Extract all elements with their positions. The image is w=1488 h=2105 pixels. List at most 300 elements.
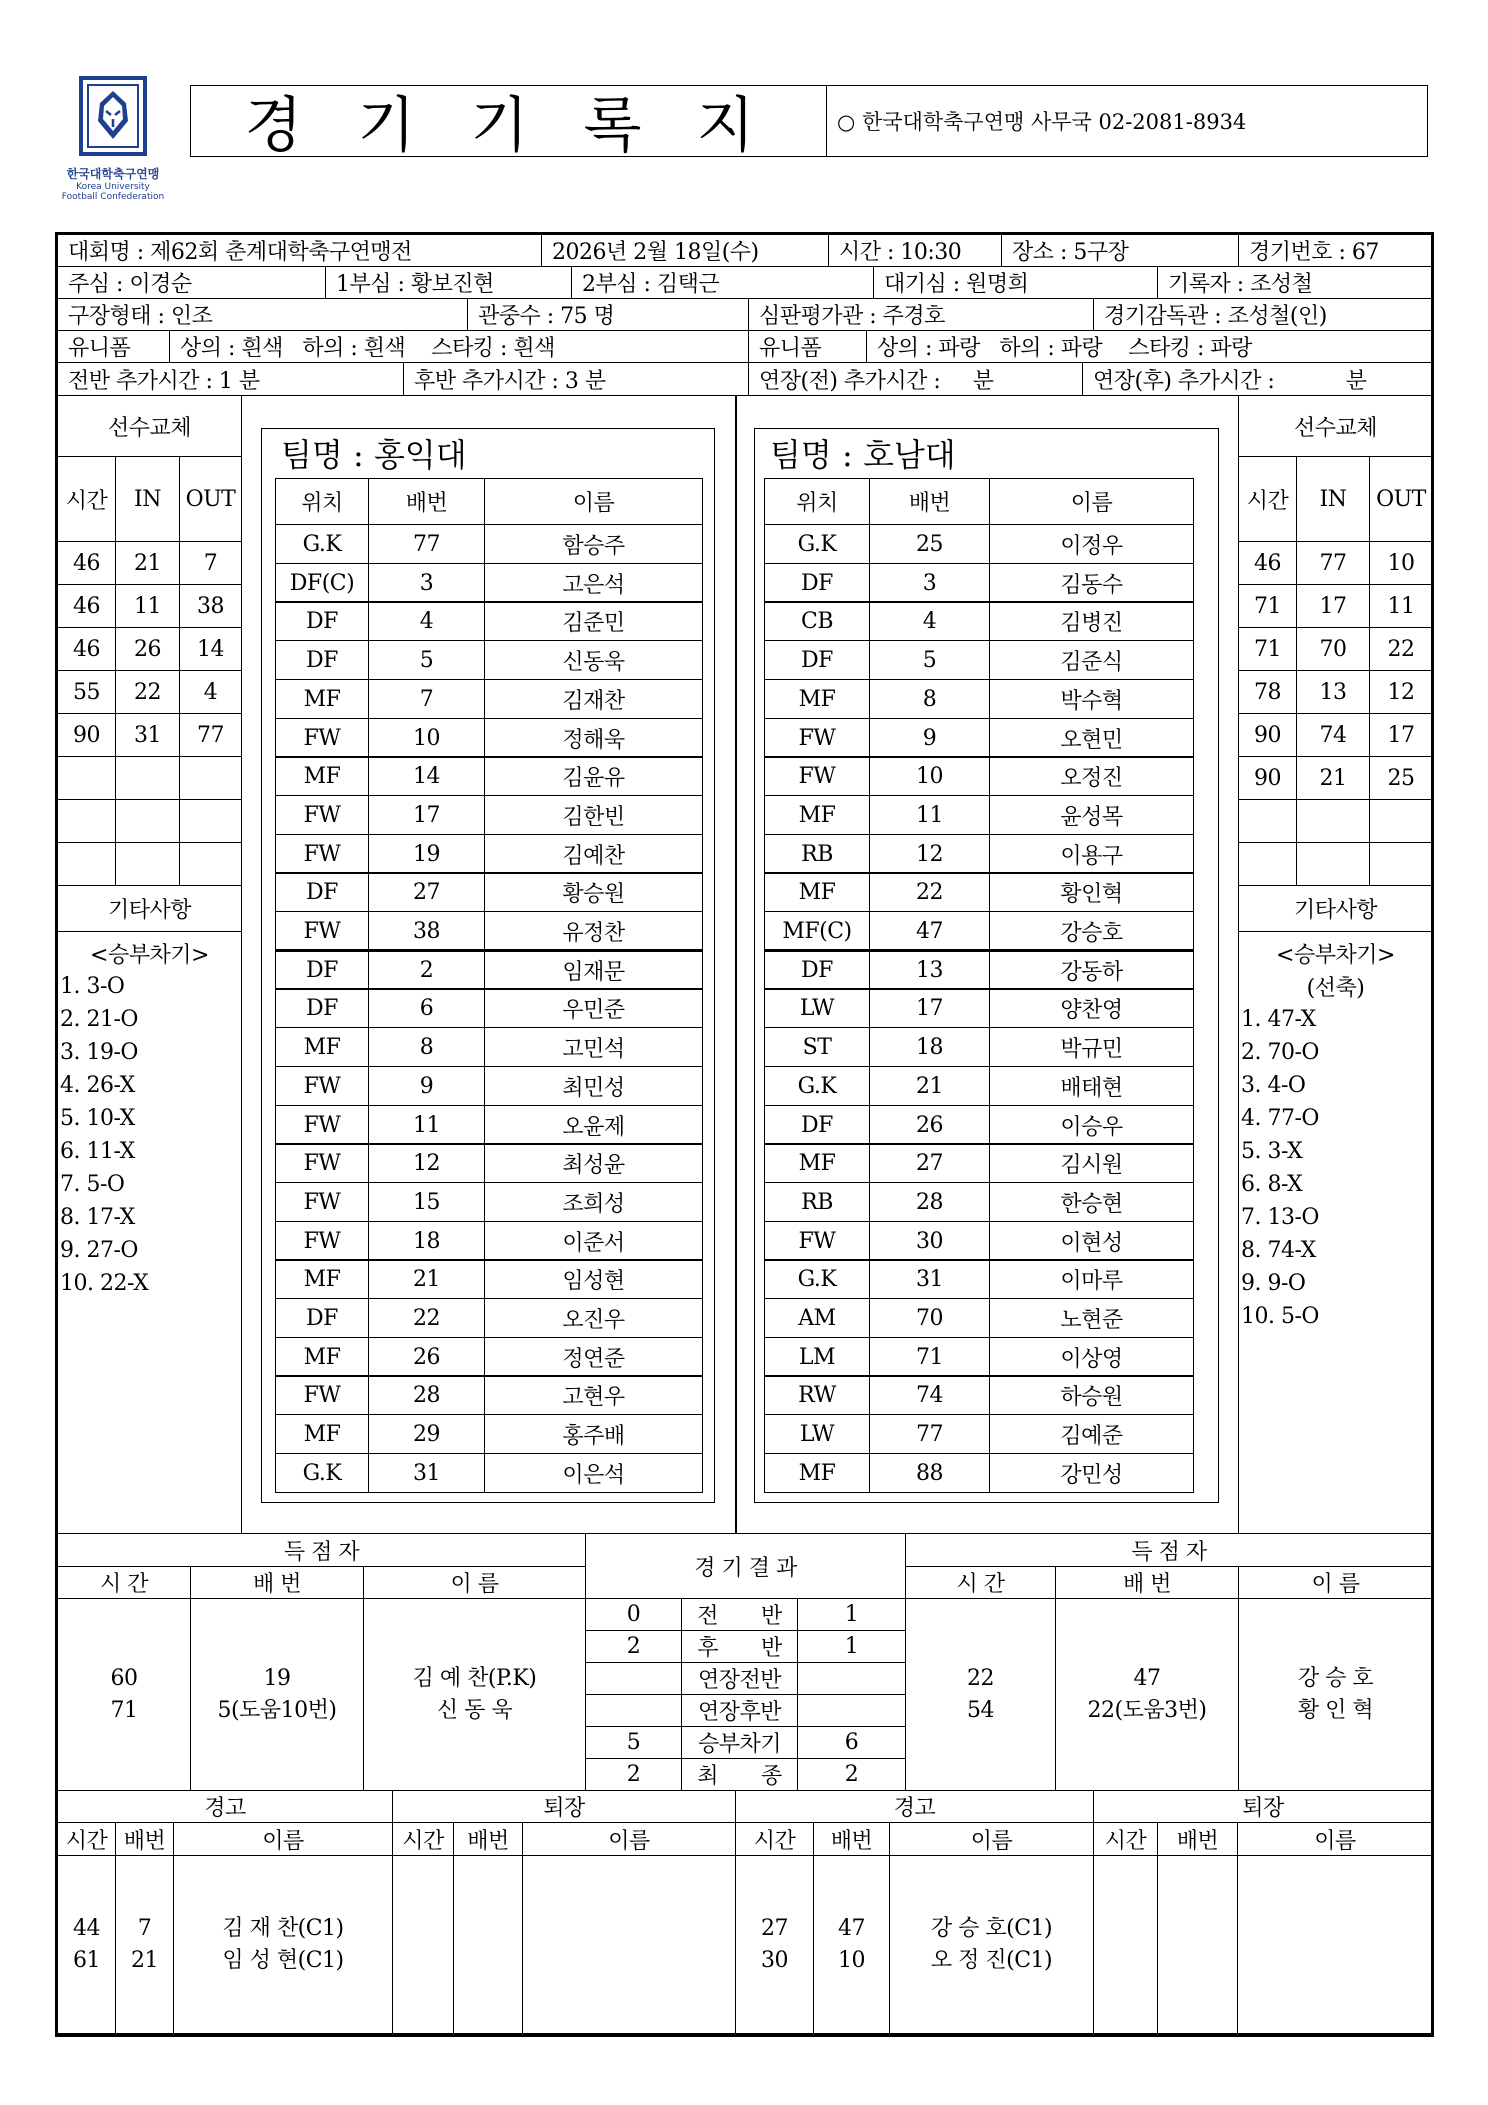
- home-player-cell: 최성윤: [484, 1143, 703, 1183]
- away-note: 4. 77-O: [1241, 1105, 1319, 1131]
- home-note: 8. 17-X: [60, 1204, 135, 1230]
- home-sub-cell: 21: [115, 541, 180, 585]
- info-field: 구장형태 : 인조: [57, 298, 468, 331]
- away-player-cell: RB: [764, 1182, 870, 1222]
- home-player-cell: 77: [368, 524, 485, 564]
- home-player-cell: MF: [275, 756, 369, 796]
- home-sub-cell: 46: [57, 584, 116, 628]
- result-cell: 5: [585, 1726, 682, 1759]
- home-warnings-names-line: 김 재 찬(C1): [222, 1916, 344, 1941]
- away-sub-header: 시간: [1238, 456, 1297, 542]
- away-warnings-names: [889, 1855, 1094, 2035]
- home-player-cell: 김재찬: [484, 679, 703, 719]
- home-sub-cell: 22: [115, 670, 180, 714]
- away-player-cell: 18: [869, 1027, 990, 1067]
- home-warnings-names-line: 임 성 현(C1): [222, 1948, 344, 1973]
- home-player-cell: 11: [368, 1105, 485, 1145]
- away-sub-cell: [1369, 799, 1433, 843]
- away-sendoffs-title: 퇴장: [1093, 1790, 1433, 1823]
- home-note: 2. 21-O: [60, 1006, 138, 1032]
- away-player-cell: LW: [764, 1414, 870, 1454]
- away-player-cell: 27: [869, 1143, 990, 1183]
- home-player-cell: 26: [368, 1337, 485, 1377]
- away-player-cell: MF: [764, 679, 870, 719]
- away-player-cell: DF: [764, 1105, 870, 1145]
- home-player-cell: 31: [368, 1453, 485, 1493]
- away-player-cell: 17: [869, 988, 990, 1028]
- away-player-cell: 47: [869, 911, 990, 951]
- away-sub-cell: 13: [1296, 670, 1370, 714]
- home-scorer-numbers: [190, 1598, 364, 1791]
- home-player-cell: FW: [275, 1105, 369, 1145]
- result-cell: [585, 1662, 682, 1695]
- home-warnings-numbers: [115, 1855, 174, 2035]
- away-player-cell: 이마루: [989, 1259, 1194, 1299]
- home-warnings-title: 경고: [57, 1790, 393, 1823]
- away-scorers-header: 시 간: [905, 1566, 1056, 1599]
- home-player-cell: 38: [368, 911, 485, 951]
- home-sub-cell: [115, 799, 180, 843]
- home-sub-cell: [179, 799, 242, 843]
- home-player-cell: DF: [275, 640, 369, 680]
- home-player-cell: DF(C): [275, 563, 369, 603]
- home-player-cell: 14: [368, 756, 485, 796]
- away-player-cell: 4: [869, 601, 990, 641]
- info-field: 전반 추가시간 : 1 분: [57, 362, 404, 396]
- home-player-cell: 10: [368, 718, 485, 758]
- home-player-cell: MF: [275, 1414, 369, 1454]
- away-sub-cell: 21: [1296, 756, 1370, 800]
- home-player-header: 위치: [275, 478, 369, 525]
- frame-top: [55, 232, 1434, 235]
- away-player-cell: 한승현: [989, 1182, 1194, 1222]
- away-sub-cell: 22: [1369, 627, 1433, 671]
- info-field: 장소 : 5구장: [1001, 234, 1239, 267]
- away-sub-cell: 17: [1296, 584, 1370, 628]
- home-notes-title: 기타사항: [57, 885, 242, 932]
- away-player-cell: 김시원: [989, 1143, 1194, 1183]
- away-player-cell: 강승호: [989, 911, 1194, 951]
- away-player-cell: 22: [869, 872, 990, 912]
- home-player-header: 배번: [368, 478, 485, 525]
- away-player-cell: 31: [869, 1259, 990, 1299]
- result-title: 경 기 결 과: [585, 1533, 906, 1599]
- away-player-cell: 25: [869, 524, 990, 564]
- away-player-cell: 하승원: [989, 1375, 1194, 1415]
- home-player-cell: FW: [275, 834, 369, 874]
- away-player-cell: 13: [869, 950, 990, 990]
- home-player-cell: 4: [368, 601, 485, 641]
- home-sendoffs-header: 배번: [453, 1822, 523, 1856]
- home-player-cell: 28: [368, 1375, 485, 1415]
- home-sub-cell: 4: [179, 670, 242, 714]
- away-player-cell: 윤성목: [989, 795, 1194, 835]
- result-cell: 전 반: [681, 1598, 798, 1631]
- home-player-cell: 황승원: [484, 872, 703, 912]
- away-player-cell: RB: [764, 834, 870, 874]
- info-field: 관중수 : 75 명: [467, 298, 749, 331]
- away-player-cell: 오정진: [989, 756, 1194, 796]
- away-sub-cell: [1296, 799, 1370, 843]
- away-player-cell: 김예준: [989, 1414, 1194, 1454]
- home-scorer-names-line: 신 동 욱: [436, 1697, 513, 1723]
- away-player-cell: MF: [764, 795, 870, 835]
- result-cell: 0: [585, 1598, 682, 1631]
- info-field: 기록자 : 조성철: [1157, 266, 1433, 299]
- home-warnings-header: 시간: [57, 1822, 116, 1856]
- home-sub-cell: 38: [179, 584, 242, 628]
- away-team-name: 팀명 : 호남대: [770, 436, 956, 474]
- home-player-cell: 오윤제: [484, 1105, 703, 1145]
- home-warnings-times: [57, 1855, 116, 2035]
- home-warnings-numbers-line: 7: [137, 1916, 152, 1941]
- result-cell: 후 반: [681, 1630, 798, 1663]
- result-cell: [797, 1694, 906, 1727]
- info-field: 연장(후) 추가시간 : 분: [1082, 362, 1433, 396]
- info-field: 경기번호 : 67: [1238, 234, 1433, 267]
- info-field: 후반 추가시간 : 3 분: [403, 362, 749, 396]
- home-player-cell: FW: [275, 1182, 369, 1222]
- home-player-cell: 18: [368, 1221, 485, 1261]
- away-player-header: 배번: [869, 478, 990, 525]
- info-field: 심판평가관 : 주경호: [748, 298, 1094, 331]
- home-player-cell: FW: [275, 1143, 369, 1183]
- home-player-cell: 함승주: [484, 524, 703, 564]
- result-cell: 연장후반: [681, 1694, 798, 1727]
- tiger-emblem-icon: [78, 75, 148, 157]
- home-player-cell: 고은석: [484, 563, 703, 603]
- info-field: 경기감독관 : 조성철(인): [1093, 298, 1433, 331]
- home-sub-cell: [115, 756, 180, 800]
- away-scorers-header: 배 번: [1055, 1566, 1239, 1599]
- home-scorer-numbers-line: 5(도움10번): [217, 1697, 337, 1723]
- home-sub-cell: [57, 842, 116, 886]
- home-player-cell: 최민성: [484, 1066, 703, 1106]
- away-sub-cell: [1296, 842, 1370, 886]
- away-player-cell: LW: [764, 988, 870, 1028]
- home-player-cell: 19: [368, 834, 485, 874]
- away-warnings-names-line: 오 정 진(C1): [930, 1948, 1053, 1973]
- home-player-cell: 12: [368, 1143, 485, 1183]
- info-field: 상의 : 파랑 하의 : 파랑 스타킹 : 파랑: [866, 330, 1433, 363]
- home-warnings-names: [173, 1855, 393, 2035]
- home-player-cell: 6: [368, 988, 485, 1028]
- home-player-cell: 고현우: [484, 1375, 703, 1415]
- result-cell: 2: [585, 1758, 682, 1791]
- home-sub-cell: 46: [57, 627, 116, 671]
- away-warnings-title: 경고: [735, 1790, 1094, 1823]
- away-player-cell: MF(C): [764, 911, 870, 951]
- home-player-cell: 27: [368, 872, 485, 912]
- home-player-cell: 2: [368, 950, 485, 990]
- home-sub-cell: 46: [57, 541, 116, 585]
- info-field: 연장(전) 추가시간 : 분: [748, 362, 1083, 396]
- home-sendoffs-empty-cell: [392, 1855, 454, 2035]
- home-player-cell: 임성현: [484, 1259, 703, 1299]
- home-player-cell: 김한빈: [484, 795, 703, 835]
- result-cell: 2: [585, 1630, 682, 1663]
- info-field: 상의 : 흰색 하의 : 흰색 스타킹 : 흰색: [169, 330, 749, 363]
- away-scorer-names-line: 강 승 호: [1297, 1665, 1374, 1691]
- home-player-cell: 임재문: [484, 950, 703, 990]
- home-note: 7. 5-O: [60, 1171, 125, 1197]
- home-player-cell: FW: [275, 718, 369, 758]
- home-player-cell: FW: [275, 1375, 369, 1415]
- away-sendoffs-empty-cell: [1157, 1855, 1238, 2035]
- away-player-cell: MF: [764, 872, 870, 912]
- home-sub-cell: 31: [115, 713, 180, 757]
- away-sub-cell: 71: [1238, 584, 1297, 628]
- home-sendoffs-title: 퇴장: [392, 1790, 736, 1823]
- home-sendoffs-header: 이름: [522, 1822, 736, 1856]
- away-scorer-numbers-line: 22(도움3번): [1087, 1697, 1207, 1723]
- home-note: 9. 27-O: [60, 1237, 138, 1263]
- info-field: 유니폼: [57, 330, 170, 363]
- away-scorer-names: [1238, 1598, 1433, 1791]
- away-note: 6. 8-X: [1241, 1171, 1303, 1197]
- home-warnings-times-line: 44: [73, 1916, 100, 1941]
- away-starters-subs-divider: [764, 949, 1193, 952]
- home-player-cell: DF: [275, 872, 369, 912]
- away-player-cell: 8: [869, 679, 990, 719]
- result-cell: [585, 1694, 682, 1727]
- away-sub-cell: 12: [1369, 670, 1433, 714]
- away-player-cell: 이용구: [989, 834, 1194, 874]
- away-scorer-times-line: 54: [967, 1697, 994, 1723]
- away-scorer-numbers-line: 47: [1133, 1665, 1161, 1691]
- home-sub-header: 시간: [57, 456, 116, 542]
- away-player-cell: 이상영: [989, 1337, 1194, 1377]
- away-note: 9. 9-O: [1241, 1270, 1306, 1296]
- away-player-cell: 12: [869, 834, 990, 874]
- home-scorers-title: 득 점 자: [57, 1533, 586, 1567]
- away-sub-cell: 10: [1369, 541, 1433, 585]
- home-scorers-header: 시 간: [57, 1566, 191, 1599]
- result-cell: 2: [797, 1758, 906, 1791]
- away-player-cell: 9: [869, 718, 990, 758]
- home-player-cell: DF: [275, 988, 369, 1028]
- home-player-cell: G.K: [275, 1453, 369, 1493]
- home-note: 4. 26-X: [60, 1072, 135, 1098]
- away-player-cell: G.K: [764, 1259, 870, 1299]
- away-player-cell: 이승우: [989, 1105, 1194, 1145]
- away-player-cell: FW: [764, 756, 870, 796]
- home-player-cell: DF: [275, 601, 369, 641]
- home-sub-cell: 55: [57, 670, 116, 714]
- away-sendoffs-header: 이름: [1237, 1822, 1433, 1856]
- away-player-cell: 황인혁: [989, 872, 1194, 912]
- away-note: 8. 74-X: [1241, 1237, 1316, 1263]
- away-warnings-header: 이름: [889, 1822, 1094, 1856]
- info-field: 주심 : 이경순: [57, 266, 326, 299]
- info-field: 대회명 : 제62회 춘계대학축구연맹전: [57, 234, 542, 267]
- home-player-cell: 유정찬: [484, 911, 703, 951]
- away-sub-cell: 90: [1238, 756, 1297, 800]
- away-player-cell: 30: [869, 1221, 990, 1261]
- home-player-cell: 조희성: [484, 1182, 703, 1222]
- home-sub-cell: [179, 756, 242, 800]
- away-player-cell: 26: [869, 1105, 990, 1145]
- home-sub-cell: [115, 842, 180, 886]
- away-note: 3. 4-O: [1241, 1072, 1306, 1098]
- away-player-cell: 74: [869, 1375, 990, 1415]
- home-player-cell: MF: [275, 1337, 369, 1377]
- home-scorer-names-line: 김 예 찬(P.K): [412, 1665, 537, 1691]
- away-player-cell: 70: [869, 1298, 990, 1338]
- away-sub-cell: 77: [1296, 541, 1370, 585]
- away-player-cell: 이정우: [989, 524, 1194, 564]
- away-sub-cell: 71: [1238, 627, 1297, 671]
- away-player-cell: RW: [764, 1375, 870, 1415]
- info-field: 시간 : 10:30: [828, 234, 1002, 267]
- home-sub-cell: 11: [115, 584, 180, 628]
- home-player-cell: 김윤유: [484, 756, 703, 796]
- home-player-cell: FW: [275, 1221, 369, 1261]
- home-player-cell: 홍주배: [484, 1414, 703, 1454]
- home-scorer-names: [363, 1598, 586, 1791]
- home-note: <승부차기>: [90, 942, 209, 968]
- away-sub-cell: 70: [1296, 627, 1370, 671]
- away-sub-cell: 46: [1238, 541, 1297, 585]
- away-sendoffs-header: 배번: [1157, 1822, 1238, 1856]
- away-note: 10. 5-O: [1241, 1303, 1319, 1329]
- home-player-cell: 7: [368, 679, 485, 719]
- home-warnings-header: 이름: [173, 1822, 393, 1856]
- away-note: (선축): [1306, 975, 1365, 1001]
- home-player-cell: FW: [275, 1066, 369, 1106]
- home-player-cell: 5: [368, 640, 485, 680]
- away-player-cell: 양찬영: [989, 988, 1194, 1028]
- home-note: 5. 10-X: [60, 1105, 135, 1131]
- away-warnings-times-line: 27: [761, 1916, 788, 1941]
- home-scorers-header: 이 름: [363, 1566, 586, 1599]
- home-scorer-numbers-line: 19: [263, 1665, 291, 1691]
- away-player-cell: 이현성: [989, 1221, 1194, 1261]
- info-field: 대기심 : 원명희: [873, 266, 1158, 299]
- home-player-cell: 3: [368, 563, 485, 603]
- away-warnings-header: 배번: [813, 1822, 890, 1856]
- home-note: 10. 22-X: [60, 1270, 149, 1296]
- away-player-cell: 21: [869, 1066, 990, 1106]
- home-sub-cell: 90: [57, 713, 116, 757]
- home-sub-cell: 77: [179, 713, 242, 757]
- frame-right: [1431, 232, 1434, 2037]
- away-player-cell: 28: [869, 1182, 990, 1222]
- away-player-cell: ST: [764, 1027, 870, 1067]
- home-player-cell: 정해욱: [484, 718, 703, 758]
- home-team-name: 팀명 : 홍익대: [281, 436, 467, 474]
- home-note: 3. 19-O: [60, 1039, 138, 1065]
- away-sub-cell: 90: [1238, 713, 1297, 757]
- home-warnings-header: 배번: [115, 1822, 174, 1856]
- away-warnings-times-line: 30: [761, 1948, 788, 1973]
- home-player-cell: 21: [368, 1259, 485, 1299]
- away-scorer-times-line: 22: [967, 1665, 994, 1691]
- home-player-cell: 김준민: [484, 601, 703, 641]
- away-player-cell: 김동수: [989, 563, 1194, 603]
- home-player-cell: 22: [368, 1298, 485, 1338]
- result-cell: 연장전반: [681, 1662, 798, 1695]
- info-field: 2부심 : 김택근: [571, 266, 874, 299]
- federation-logo: [48, 75, 178, 202]
- away-scorer-names-line: 황 인 혁: [1297, 1697, 1374, 1723]
- title-box: [190, 85, 1428, 161]
- home-player-cell: 29: [368, 1414, 485, 1454]
- away-player-cell: DF: [764, 563, 870, 603]
- away-player-cell: 11: [869, 795, 990, 835]
- home-player-cell: 이은석: [484, 1453, 703, 1493]
- home-player-cell: 17: [368, 795, 485, 835]
- home-sub-header: OUT: [179, 456, 242, 542]
- home-sub-header: IN: [115, 456, 180, 542]
- away-sendoffs-header: 시간: [1093, 1822, 1158, 1856]
- away-sub-header: IN: [1296, 456, 1370, 542]
- away-player-header: 위치: [764, 478, 870, 525]
- away-player-cell: 배태현: [989, 1066, 1194, 1106]
- home-substitution-title: 선수교체: [57, 395, 242, 457]
- result-cell: 1: [797, 1630, 906, 1663]
- result-cell: 승부차기: [681, 1726, 798, 1759]
- home-player-cell: 우민준: [484, 988, 703, 1028]
- away-warnings-names-line: 강 승 호(C1): [930, 1916, 1053, 1941]
- away-player-cell: 강동하: [989, 950, 1194, 990]
- result-cell: 6: [797, 1726, 906, 1759]
- logo-korean-text: 한국대학축구연맹: [66, 167, 160, 181]
- away-sub-header: OUT: [1369, 456, 1433, 542]
- away-scorers-title: 득 점 자: [905, 1533, 1433, 1567]
- away-player-cell: 노현준: [989, 1298, 1194, 1338]
- away-player-cell: 박수혁: [989, 679, 1194, 719]
- result-cell: 최 종: [681, 1758, 798, 1791]
- home-player-cell: DF: [275, 1298, 369, 1338]
- home-player-header: 이름: [484, 478, 703, 525]
- info-field: 1부심 : 황보진현: [325, 266, 572, 299]
- away-player-cell: DF: [764, 640, 870, 680]
- home-player-cell: 9: [368, 1066, 485, 1106]
- home-starters-subs-divider: [275, 949, 702, 952]
- away-warnings-header: 시간: [735, 1822, 814, 1856]
- away-scorer-numbers: [1055, 1598, 1239, 1791]
- home-player-cell: 신동욱: [484, 640, 703, 680]
- away-player-header: 이름: [989, 478, 1194, 525]
- away-player-cell: FW: [764, 1221, 870, 1261]
- away-warnings-numbers: [813, 1855, 890, 2035]
- home-player-cell: MF: [275, 679, 369, 719]
- info-field: 유니폼: [748, 330, 867, 363]
- home-player-cell: 정연준: [484, 1337, 703, 1377]
- away-note: 2. 70-O: [1241, 1039, 1319, 1065]
- home-player-cell: MF: [275, 1027, 369, 1067]
- home-sub-cell: [57, 799, 116, 843]
- home-note: 6. 11-X: [60, 1138, 135, 1164]
- away-player-cell: 71: [869, 1337, 990, 1377]
- result-cell: [797, 1662, 906, 1695]
- home-player-cell: 8: [368, 1027, 485, 1067]
- logo-english-line1: Korea University: [76, 182, 150, 192]
- away-sub-cell: 78: [1238, 670, 1297, 714]
- away-sub-cell: 25: [1369, 756, 1433, 800]
- home-sub-cell: [57, 756, 116, 800]
- away-player-cell: CB: [764, 601, 870, 641]
- away-sendoffs-empty-cell: [1237, 1855, 1433, 2035]
- home-note: 1. 3-O: [60, 973, 125, 999]
- away-scorer-times: [905, 1598, 1056, 1791]
- away-player-cell: G.K: [764, 1066, 870, 1106]
- away-player-cell: MF: [764, 1143, 870, 1183]
- home-player-cell: MF: [275, 1259, 369, 1299]
- info-field: 2026년 2월 18일(수): [541, 234, 829, 267]
- home-player-cell: DF: [275, 950, 369, 990]
